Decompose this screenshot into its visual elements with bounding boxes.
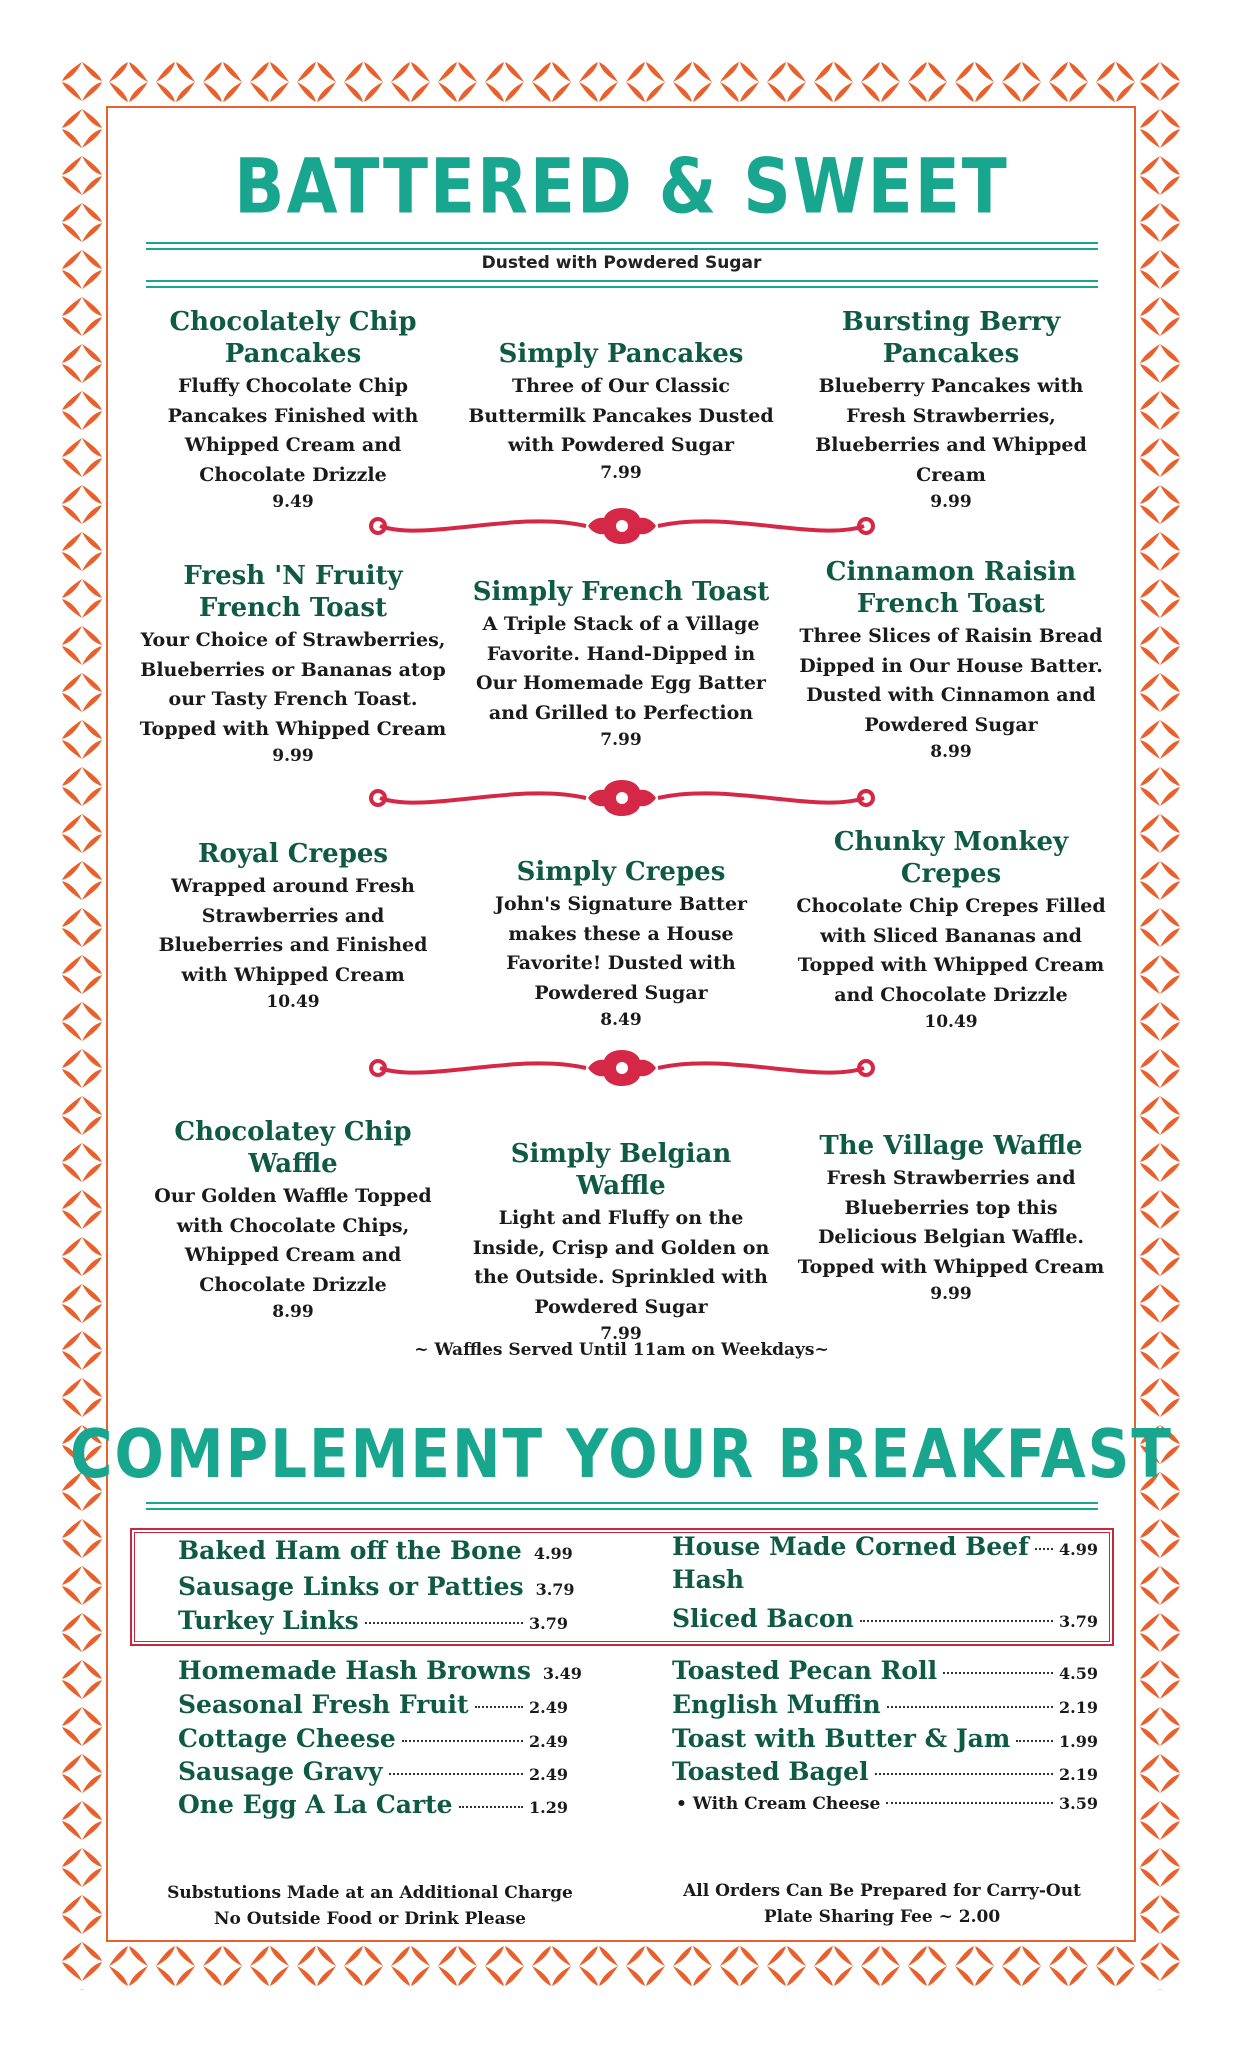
leader-dots — [943, 1672, 1053, 1674]
side-item-name: Sausage Gravy — [178, 1757, 383, 1786]
complement-rule-2 — [146, 1508, 1098, 1510]
title-rule-upper — [146, 242, 1098, 244]
item-name: Bursting Berry Pancakes — [841, 307, 1061, 369]
item-price: 7.99 — [600, 462, 642, 483]
side-item-price: 2.49 — [529, 1732, 568, 1751]
menu-item — [466, 576, 776, 752]
side-item — [672, 1724, 1098, 1753]
leader-dots — [1035, 1548, 1053, 1550]
item-description: Our Golden Waffle Topped with Chocolate Chips, Whipped Cream and Chocolate Drizzle — [154, 1185, 432, 1296]
side-item-name: Cottage Cheese — [178, 1724, 396, 1753]
item-name: Cinnamon Raisin French Toast — [825, 557, 1077, 619]
side-item — [178, 1724, 568, 1753]
side-item-price: 4.59 — [1059, 1664, 1098, 1683]
item-description: John's Signature Batter makes these a House Favorite! Dusted with Powdered Sugar — [494, 893, 748, 1004]
menu-item — [796, 826, 1106, 1034]
leader-dots — [365, 1622, 523, 1624]
item-description: Light and Fluffy on the Inside, Crisp and Golden on the Outside. Sprinkled with Powdered Sugar — [472, 1207, 770, 1318]
side-item-name: Sausage Links or Patties — [178, 1572, 524, 1601]
section-title-complement: COMPLEMENT YOUR BREAKFAST — [69, 1414, 1173, 1494]
item-price: 9.99 — [272, 746, 314, 766]
side-item — [178, 1606, 568, 1635]
side-item-name-line2: Hash — [672, 1565, 745, 1594]
border-pattern-left — [58, 58, 106, 1990]
border-pattern-right — [1136, 58, 1184, 1990]
item-description: A Triple Stack of a Village Favorite. Hand-Dipped in Our Homemade Egg Batter and Grilled to Perfection — [476, 613, 766, 724]
side-item — [178, 1790, 568, 1819]
leader-dots — [887, 1706, 1053, 1708]
item-price: 10.49 — [266, 992, 320, 1012]
side-item — [178, 1536, 573, 1565]
item-name: Chocolately Chip Pancakes — [169, 307, 417, 369]
item-description: Wrapped around Fresh Strawberries and Blueberries and Finished with Whipped Cream — [158, 875, 428, 986]
section-title-battered-sweet: BATTERED & SWEET — [234, 142, 1009, 231]
side-item-name: Toasted Bagel — [672, 1757, 869, 1786]
menu-item — [796, 1130, 1106, 1306]
side-item-name: Turkey Links — [178, 1606, 359, 1635]
side-item-name: Homemade Hash Browns — [178, 1656, 531, 1685]
side-item-name: Baked Ham off the Bone — [178, 1536, 522, 1565]
side-item — [672, 1757, 1098, 1786]
title-rule-upper-2 — [146, 248, 1098, 250]
side-item-price: 1.29 — [529, 1798, 568, 1817]
item-description: Chocolate Chip Crepes Filled with Sliced Bananas and Topped with Whipped Cream and Chocolate Drizzle — [796, 895, 1106, 1006]
item-price: 10.49 — [924, 1012, 978, 1032]
side-item-price: 2.49 — [529, 1698, 568, 1717]
item-description: Three of Our Classic Buttermilk Pancakes Dusted with Powdered Sugar — [468, 375, 774, 456]
border-pattern-bottom — [58, 1942, 1184, 1990]
footer-substitutions: Substutions Made at an Additional Charge — [167, 1883, 573, 1903]
leader-dots — [1016, 1740, 1053, 1742]
item-name: Chunky Monkey Crepes — [833, 827, 1069, 889]
scroll-divider — [366, 1046, 878, 1090]
item-description: Fresh Strawberries and Blueberries top this Delicious Belgian Waffle. Topped with Whipped Cream — [797, 1167, 1105, 1278]
subtitle: Dusted with Powdered Sugar — [481, 253, 762, 273]
side-item-price: 3.79 — [1059, 1612, 1098, 1631]
side-item — [672, 1604, 1098, 1633]
scroll-divider — [366, 776, 878, 820]
side-item-name: One Egg A La Carte — [178, 1790, 453, 1819]
leader-dots — [459, 1806, 523, 1808]
side-item-price: 3.49 — [542, 1664, 582, 1683]
item-price: 9.49 — [272, 492, 314, 512]
side-option-name: • With Cream Cheese — [676, 1794, 881, 1814]
leader-dots — [875, 1773, 1053, 1775]
menu-item — [796, 306, 1106, 514]
footer-carry-out: All Orders Can Be Prepared for Carry-Out — [683, 1881, 1081, 1901]
side-item-name: House Made Corned Beef — [672, 1532, 1029, 1561]
item-name: The Village Waffle — [819, 1131, 1083, 1161]
item-description: Your Choice of Strawberries, Blueberries or Bananas atop our Tasty French Toast. Topped with Whipped Cream — [139, 629, 447, 740]
side-item-name: Toast with Butter & Jam — [672, 1724, 1011, 1753]
side-item — [178, 1690, 568, 1719]
menu-item — [466, 338, 776, 485]
side-item-name: Seasonal Fresh Fruit — [178, 1690, 469, 1719]
item-name: Royal Crepes — [197, 839, 389, 869]
side-item — [178, 1757, 568, 1786]
waffle-hours-note: ~ Waffles Served Until 11am on Weekdays~ — [414, 1340, 829, 1360]
item-name: Simply French Toast — [472, 577, 770, 607]
item-name: Chocolatey Chip Waffle — [174, 1117, 412, 1179]
menu-item — [796, 556, 1106, 764]
side-item-continued — [672, 1565, 1098, 1594]
item-name: Simply Crepes — [516, 857, 726, 887]
footer-right — [672, 1878, 1092, 1930]
complement-rule — [146, 1502, 1098, 1504]
item-price: 9.99 — [930, 492, 972, 512]
side-item — [672, 1532, 1098, 1561]
item-description: Three Slices of Raisin Bread Dipped in Our House Batter. Dusted with Cinnamon and Powdered Sugar — [799, 625, 1103, 736]
leader-dots — [389, 1773, 523, 1775]
side-item — [672, 1690, 1098, 1719]
leader-dots — [475, 1706, 524, 1708]
leader-dots — [402, 1740, 523, 1742]
side-item-name: Toasted Pecan Roll — [672, 1656, 938, 1685]
side-item — [178, 1656, 582, 1685]
menu-item — [138, 560, 448, 768]
menu-item — [466, 1138, 776, 1346]
item-price: 9.99 — [930, 1284, 972, 1304]
item-price: 8.99 — [272, 1302, 314, 1322]
item-price: 8.49 — [600, 1010, 642, 1030]
side-item-price: 1.99 — [1059, 1732, 1098, 1751]
item-price: 7.99 — [600, 1324, 642, 1344]
side-item — [178, 1572, 575, 1601]
footer-plate-sharing: Plate Sharing Fee ~ 2.00 — [763, 1907, 1001, 1927]
menu-item — [138, 1116, 448, 1324]
menu-item — [138, 838, 448, 1014]
leader-dots — [886, 1802, 1053, 1804]
subtitle-rule-lower-2 — [146, 286, 1098, 288]
menu-item — [138, 306, 448, 514]
side-item-name: Sliced Bacon — [672, 1604, 854, 1633]
side-item-price: 2.19 — [1059, 1765, 1098, 1784]
side-item-price: 4.99 — [1059, 1540, 1098, 1559]
side-item-option — [676, 1794, 1098, 1814]
menu-item — [466, 856, 776, 1032]
scroll-divider — [366, 504, 878, 548]
item-name: Fresh 'N Fruity French Toast — [183, 561, 403, 623]
subtitle-rule-lower — [146, 280, 1098, 282]
leader-dots — [860, 1620, 1053, 1622]
item-description: Blueberry Pancakes with Fresh Strawberries, Blueberries and Whipped Cream — [815, 375, 1087, 486]
side-item-price: 2.49 — [529, 1765, 568, 1784]
item-name: Simply Pancakes — [498, 339, 744, 369]
item-name: Simply Belgian Waffle — [510, 1139, 732, 1201]
side-item — [672, 1656, 1098, 1685]
side-item-price: 4.99 — [533, 1544, 573, 1563]
side-item-price: 2.19 — [1059, 1698, 1098, 1717]
side-item-price: 3.79 — [535, 1580, 575, 1599]
side-item-name: English Muffin — [672, 1690, 881, 1719]
item-price: 8.99 — [930, 742, 972, 762]
side-item-price: 3.79 — [529, 1614, 568, 1633]
border-pattern-top — [58, 58, 1184, 106]
footer-outside-food: No Outside Food or Drink Please — [214, 1909, 526, 1929]
footer-left — [160, 1880, 580, 1932]
item-price: 7.99 — [600, 730, 642, 750]
item-description: Fluffy Chocolate Chip Pancakes Finished with Whipped Cream and Chocolate Drizzle — [167, 375, 419, 486]
side-option-price: 3.59 — [1059, 1794, 1098, 1813]
